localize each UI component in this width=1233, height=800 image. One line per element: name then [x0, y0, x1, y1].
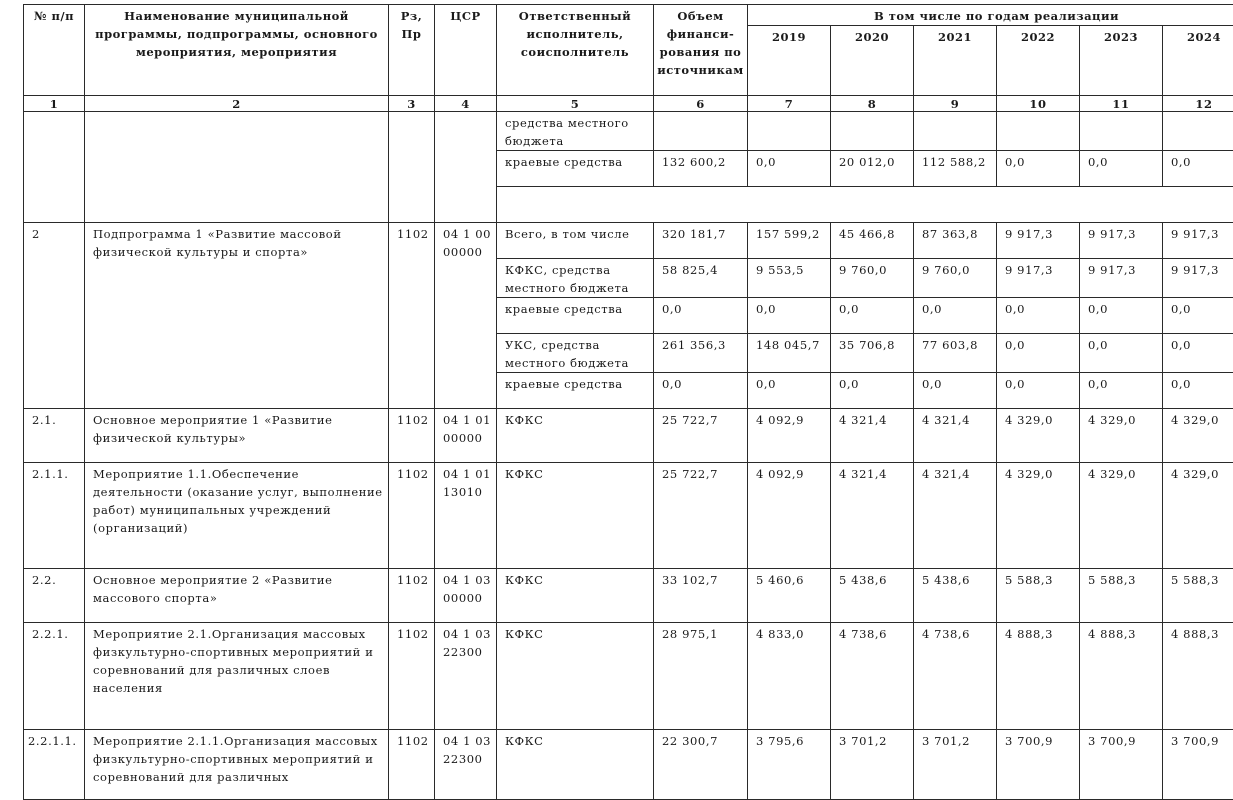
cell-rzpr: 1102: [389, 730, 435, 800]
cell-value: 0,0: [748, 151, 831, 187]
cell-value: 0,0: [1080, 151, 1163, 187]
cell-value: [748, 112, 831, 151]
cell-value: 261 356,3: [654, 334, 748, 373]
cell-value: 0,0: [997, 373, 1080, 409]
header-year: 2024: [1163, 26, 1233, 96]
col-number: 5: [497, 96, 654, 112]
cell-value: 4 329,0: [997, 409, 1080, 463]
cell-value: 0,0: [654, 298, 748, 334]
table-row: [24, 730, 1233, 800]
cell-value: [1163, 112, 1233, 151]
table-row: [24, 463, 1233, 569]
cell-csr: [435, 112, 497, 223]
header-name: Наименование муниципальной программы, подпрограммы, основного мероприятия, мероприятия: [85, 5, 389, 96]
col-number: 8: [831, 96, 914, 112]
cell-value: 4 888,3: [997, 623, 1080, 730]
cell-source: Всего, в том числе: [497, 223, 654, 259]
cell-value: 4 888,3: [1080, 623, 1163, 730]
cell-value: [997, 112, 1080, 151]
col-number: 9: [914, 96, 997, 112]
cell-value: 3 700,9: [1080, 730, 1163, 800]
cell-value: 4 092,9: [748, 463, 831, 569]
cell-value: 5 588,3: [1163, 569, 1233, 623]
cell-value: 0,0: [914, 298, 997, 334]
col-number: 10: [997, 96, 1080, 112]
cell-value: 9 917,3: [1163, 259, 1233, 298]
cell-name: [85, 112, 389, 223]
cell-value: 3 700,9: [997, 730, 1080, 800]
cell-value: 148 045,7: [748, 334, 831, 373]
cell-csr: 04 1 03 22300: [435, 623, 497, 730]
cell-rzpr: 1102: [389, 623, 435, 730]
header-year: 2021: [914, 26, 997, 96]
cell-csr: 04 1 03 22300: [435, 730, 497, 800]
cell-source: УКС, средства местного бюджета: [497, 334, 654, 373]
cell-value: 9 917,3: [997, 259, 1080, 298]
cell-value: 0,0: [1080, 334, 1163, 373]
header-responsible: Ответственный исполнитель, соисполнитель: [497, 5, 654, 96]
financing-table: [23, 4, 1233, 800]
cell-rzpr: 1102: [389, 569, 435, 623]
cell-source: КФКС: [497, 623, 654, 730]
cell-num: 2.2.: [24, 569, 85, 623]
cell-value: 4 329,0: [1080, 463, 1163, 569]
cell-value: 0,0: [748, 373, 831, 409]
cell-value: 4 321,4: [831, 463, 914, 569]
table-row: [24, 569, 1233, 623]
cell-value: 320 181,7: [654, 223, 748, 259]
cell-value: 4 888,3: [1163, 623, 1233, 730]
cell-csr: 04 1 00 00000: [435, 223, 497, 409]
cell-name: Мероприятие 2.1.Организация массовых физкультурно-спортивных мероприятий и соревнований для различных слоев населения: [85, 623, 389, 730]
cell-value: 45 466,8: [831, 223, 914, 259]
cell-value: 0,0: [997, 334, 1080, 373]
cell-value: 33 102,7: [654, 569, 748, 623]
cell-value: 0,0: [1163, 334, 1233, 373]
cell-value: 4 738,6: [831, 623, 914, 730]
cell-value: 4 092,9: [748, 409, 831, 463]
cell-value: 9 917,3: [1080, 223, 1163, 259]
header-csr: ЦСР: [435, 5, 497, 96]
table-row: [24, 409, 1233, 463]
cell-value: 0,0: [997, 298, 1080, 334]
col-number: 7: [748, 96, 831, 112]
cell-value: 28 975,1: [654, 623, 748, 730]
header-year: 2020: [831, 26, 914, 96]
cell-csr: 04 1 03 00000: [435, 569, 497, 623]
header-years-group: В том числе по годам реализации: [748, 5, 1233, 26]
table-row: [24, 112, 1233, 151]
cell-csr: 04 1 01 00000: [435, 409, 497, 463]
header-volume: Объем финанси-рования по источникам: [654, 5, 748, 96]
table-row: [24, 223, 1233, 259]
cell-value: 9 553,5: [748, 259, 831, 298]
cell-source: средства местного бюджета: [497, 112, 654, 151]
cell-value: 4 321,4: [831, 409, 914, 463]
cell-value: 9 917,3: [1080, 259, 1163, 298]
cell-value: 5 438,6: [914, 569, 997, 623]
cell-value: 35 706,8: [831, 334, 914, 373]
cell-value: 4 321,4: [914, 409, 997, 463]
cell-value: 9 917,3: [997, 223, 1080, 259]
cell-num: 2: [24, 223, 85, 409]
table-row: [24, 623, 1233, 730]
cell-source: краевые средства: [497, 373, 654, 409]
cell-value: 3 795,6: [748, 730, 831, 800]
cell-value: 0,0: [654, 373, 748, 409]
col-number: 6: [654, 96, 748, 112]
cell-value: 3 701,2: [831, 730, 914, 800]
cell-name: Мероприятие 1.1.Обеспечение деятельности (оказание услуг, выполнение работ) муниципальных учреждений (организаций): [85, 463, 389, 569]
cell-rzpr: 1102: [389, 223, 435, 409]
cell-value: 157 599,2: [748, 223, 831, 259]
col-number: 11: [1080, 96, 1163, 112]
cell-value: 5 588,3: [997, 569, 1080, 623]
cell-value: 4 329,0: [1080, 409, 1163, 463]
cell-value: 112 588,2: [914, 151, 997, 187]
cell-source: КФКС: [497, 569, 654, 623]
cell-value: 3 701,2: [914, 730, 997, 800]
cell-name: Основное мероприятие 1 «Развитие физической культуры»: [85, 409, 389, 463]
cell-num: 2.1.: [24, 409, 85, 463]
cell-value: 4 329,0: [1163, 463, 1233, 569]
cell-value: 3 700,9: [1163, 730, 1233, 800]
cell-num: 2.2.1.1.: [24, 730, 85, 800]
cell-name: Основное мероприятие 2 «Развитие массового спорта»: [85, 569, 389, 623]
cell-value: 5 588,3: [1080, 569, 1163, 623]
cell-value: [831, 112, 914, 151]
cell-source: КФКС: [497, 409, 654, 463]
cell-value: 0,0: [748, 298, 831, 334]
cell-value: 0,0: [914, 373, 997, 409]
cell-value: 25 722,7: [654, 409, 748, 463]
col-number: 12: [1163, 96, 1233, 112]
cell-value: 0,0: [1080, 373, 1163, 409]
col-number: 2: [85, 96, 389, 112]
cell-source: КФКС: [497, 730, 654, 800]
header-rzpr: Рз, Пр: [389, 5, 435, 96]
cell-name: Подпрограмма 1 «Развитие массовой физической культуры и спорта»: [85, 223, 389, 409]
cell-value: 4 329,0: [1163, 409, 1233, 463]
cell-source: краевые средства: [497, 151, 654, 187]
cell-value: [654, 112, 748, 151]
cell-value: 5 460,6: [748, 569, 831, 623]
cell-value: 0,0: [831, 373, 914, 409]
cell-num: 2.1.1.: [24, 463, 85, 569]
cell-rzpr: 1102: [389, 463, 435, 569]
cell-value: 0,0: [831, 298, 914, 334]
cell-value: 0,0: [1163, 151, 1233, 187]
cell-value: 87 363,8: [914, 223, 997, 259]
cell-rzpr: [389, 112, 435, 223]
cell-value: 20 012,0: [831, 151, 914, 187]
column-numbers-row: [24, 96, 1233, 112]
cell-value: 22 300,7: [654, 730, 748, 800]
cell-value: 132 600,2: [654, 151, 748, 187]
cell-value: 0,0: [1163, 298, 1233, 334]
col-number: 3: [389, 96, 435, 112]
header-year: 2019: [748, 26, 831, 96]
cell-name: Мероприятие 2.1.1.Организация массовых физкультурно-спортивных мероприятий и соревнований для различных: [85, 730, 389, 800]
cell-value: 4 738,6: [914, 623, 997, 730]
header-year: 2023: [1080, 26, 1163, 96]
cell-num: 2.2.1.: [24, 623, 85, 730]
cell-value: 25 722,7: [654, 463, 748, 569]
cell-blank: [497, 187, 1233, 223]
cell-value: 0,0: [997, 151, 1080, 187]
cell-value: [914, 112, 997, 151]
cell-source: КФКС: [497, 463, 654, 569]
header-num: № п/п: [24, 5, 85, 96]
col-number: 4: [435, 96, 497, 112]
cell-value: 5 438,6: [831, 569, 914, 623]
col-number: 1: [24, 96, 85, 112]
cell-value: 9 917,3: [1163, 223, 1233, 259]
cell-value: 0,0: [1163, 373, 1233, 409]
cell-value: 9 760,0: [831, 259, 914, 298]
cell-source: КФКС, средства местного бюджета: [497, 259, 654, 298]
cell-value: 4 833,0: [748, 623, 831, 730]
cell-rzpr: 1102: [389, 409, 435, 463]
cell-value: 4 321,4: [914, 463, 997, 569]
cell-source: краевые средства: [497, 298, 654, 334]
cell-value: 77 603,8: [914, 334, 997, 373]
cell-value: 0,0: [1080, 298, 1163, 334]
cell-csr: 04 1 01 13010: [435, 463, 497, 569]
cell-value: [1080, 112, 1163, 151]
header-year: 2022: [997, 26, 1080, 96]
cell-value: 4 329,0: [997, 463, 1080, 569]
cell-value: 58 825,4: [654, 259, 748, 298]
cell-num: [24, 112, 85, 223]
cell-value: 9 760,0: [914, 259, 997, 298]
